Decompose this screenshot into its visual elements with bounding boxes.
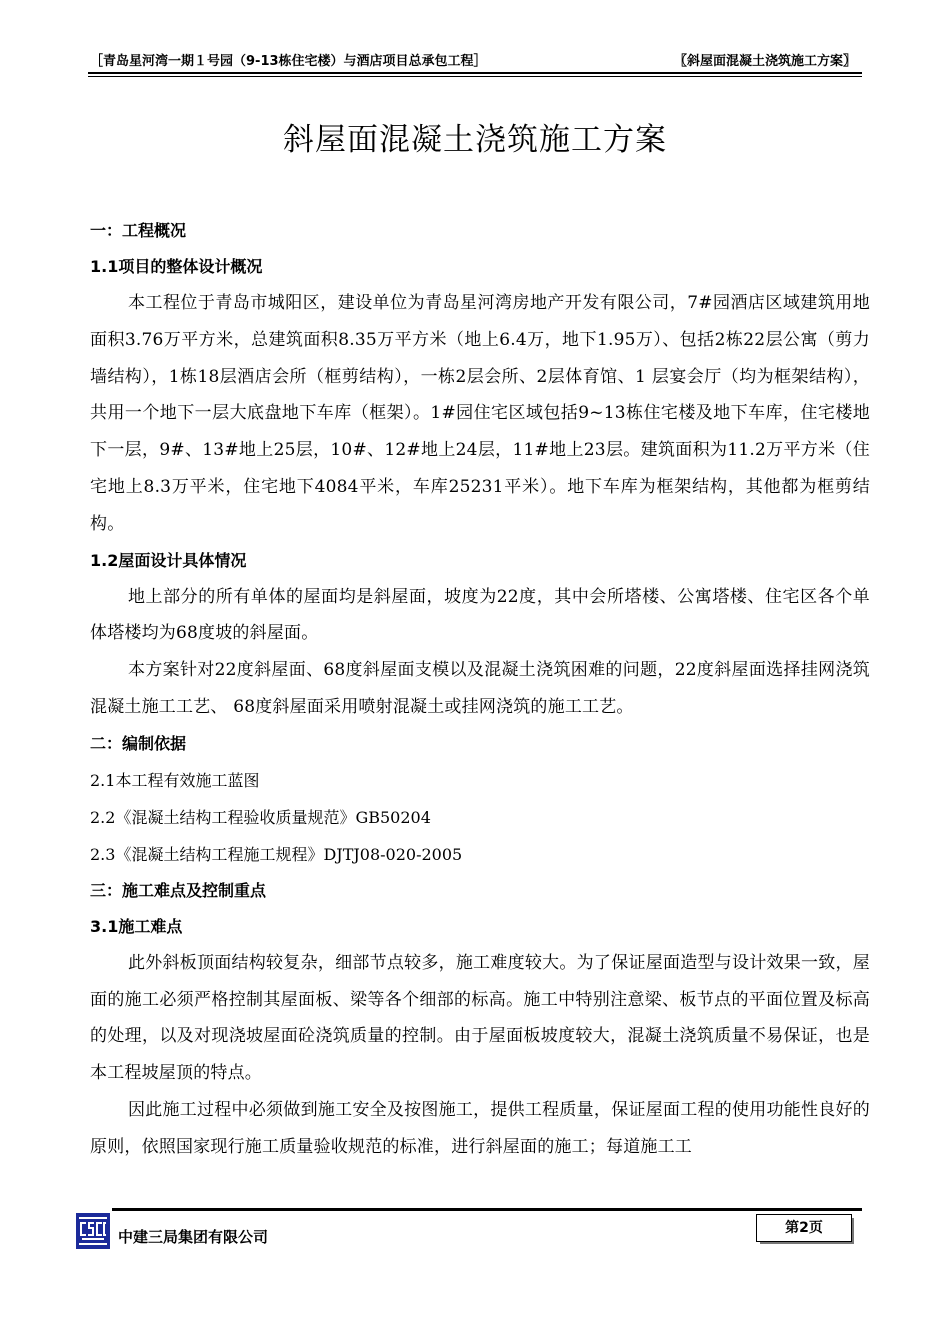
document-body bbox=[90, 213, 870, 1166]
footer-company-name: 中建三局集团有限公司 bbox=[118, 1228, 269, 1246]
paragraph-difficulties: 此外斜板顶面结构较复杂，细部节点较多，施工难度较大。为了保证屋面造型与设计效果一致，屋面的施工必须严格控制其屋面板、梁等各个细部的标高。施工中特别注意梁、板节点的平面位置及标高的处理，以及对现浇坡屋面砼浇筑质量的控制。由于屋面板坡度较大，混凝土浇筑质量不易保证，也是本工程坡屋顶的特点。 bbox=[90, 952, 870, 1084]
page-header bbox=[88, 53, 862, 73]
paragraph-roof-plan: 本方案针对22度斜屋面、68度斜屋面支模以及混凝土浇筑困难的问题，22度斜屋面选择挂网浇筑混凝土施工工艺、 68度斜屋面采用喷射混凝土或挂网浇筑的施工工艺。 bbox=[90, 660, 870, 717]
company-logo-icon bbox=[76, 1213, 110, 1249]
section-heading-1: 一：工程概况 bbox=[90, 221, 187, 240]
page-number-box bbox=[756, 1214, 852, 1242]
reference-item-1: 2.1本工程有效施工蓝图 bbox=[90, 770, 260, 790]
reference-item-3: 2.3《混凝土结构工程施工规程》DJTJ08-020-2005 bbox=[90, 844, 463, 864]
header-rule bbox=[88, 72, 862, 74]
document-title: 斜屋面混凝土浇筑施工方案 bbox=[283, 122, 667, 158]
subsection-heading-3-1: 3.1施工难点 bbox=[90, 916, 183, 936]
page-number: 第2页 bbox=[785, 1220, 823, 1236]
paragraph-control: 因此施工过程中必须做到施工安全及按图施工，提供工程质量，保证屋面工程的使用功能性良好的原则，依照国家现行施工质量验收规范的标准，进行斜屋面的施工；每道施工工 bbox=[90, 1099, 870, 1157]
header-doc-name: 〖斜屋面混凝土浇筑施工方案〗 bbox=[673, 54, 856, 69]
section-heading-2: 二：编制依据 bbox=[90, 733, 187, 753]
header-rule-thin bbox=[88, 76, 862, 77]
footer-rule bbox=[112, 1208, 862, 1211]
paragraph-roof-design: 地上部分的所有单体的屋面均是斜屋面，坡度为22度，其中会所塔楼、公寓塔楼、住宅区各个单体塔楼均为68度坡的斜屋面。 bbox=[90, 586, 870, 644]
reference-item-2: 2.2《混凝土结构工程验收质量规范》GB50204 bbox=[90, 807, 431, 827]
section-heading-3: 三：施工难点及控制重点 bbox=[90, 880, 267, 900]
paragraph-project-overview: 本工程位于青岛市城阳区，建设单位为青岛星河湾房地产开发有限公司，7#园酒店区域建筑用地面积3.76万平方米，总建筑面积8.35万平方米（地上6.4万，地下1.95万）、包括2栋22层公寓（剪力墙结构），1栋18层酒店会所（框剪结构），一栋2层会所、2层体育馆、1 层宴会厅（均为框架结构），共用一个地下一层大底盘地下车库（框架）。1#园住宅区域包括9~13栋住宅楼及地下车库，住宅楼地下一层，9#、13#地上25层，10#、12#地上24层，11#地上23层。建筑面积为11.2万平方米（住宅地上8.3万平米，住宅地下4084平米，车库25231平米）。地下车库为框架结构，其他都为框剪结构。 bbox=[90, 293, 870, 534]
subsection-heading-1-1: 1.1项目的整体设计概况 bbox=[90, 257, 263, 276]
header-project-name: ［青岛星河湾一期１号园（9-13栋住宅楼）与酒店项目总承包工程］ bbox=[90, 54, 487, 69]
subsection-heading-1-2: 1.2屋面设计具体情况 bbox=[90, 550, 247, 570]
